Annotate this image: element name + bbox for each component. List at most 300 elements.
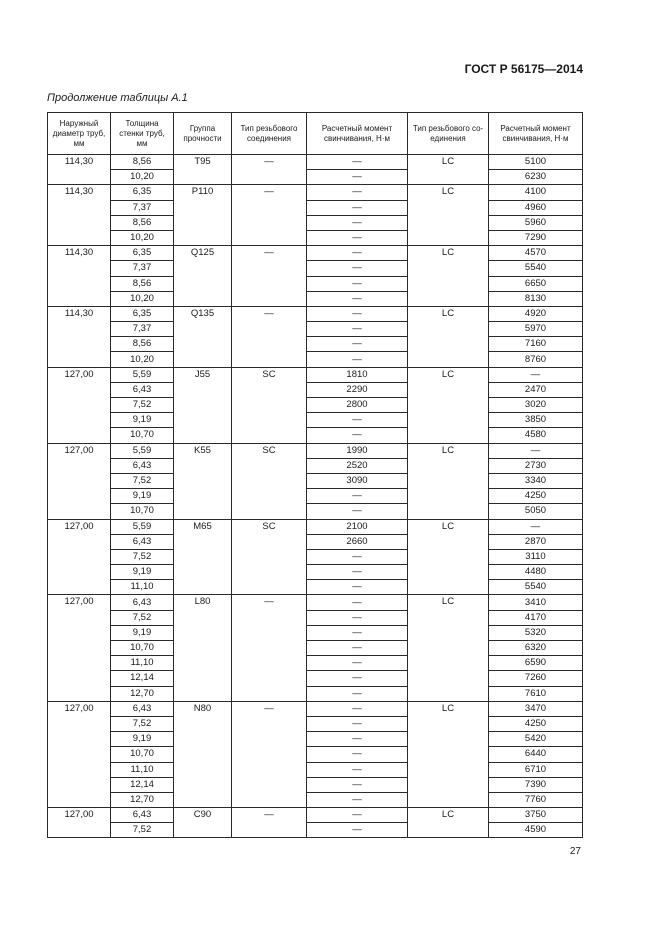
cell-makeup-torque-1: — bbox=[307, 777, 408, 792]
cell-makeup-torque-2: 4920 bbox=[489, 306, 583, 321]
table-row bbox=[48, 595, 583, 610]
cell-thread-type-1 bbox=[232, 215, 307, 230]
cell-wall-thickness: 7,52 bbox=[111, 398, 174, 413]
col-header-makeup-torque-2: Расчетный момент свинчивания, Н·м bbox=[489, 113, 583, 155]
cell-wall-thickness: 5,59 bbox=[111, 367, 174, 382]
cell-thread-type-2 bbox=[408, 230, 489, 245]
cell-thread-type-1 bbox=[232, 580, 307, 595]
cell-outer-diameter: 114,30 bbox=[48, 306, 111, 321]
cell-outer-diameter bbox=[48, 398, 111, 413]
table-row bbox=[48, 458, 583, 473]
cell-strength-grade bbox=[174, 230, 232, 245]
cell-outer-diameter: 127,00 bbox=[48, 443, 111, 458]
cell-thread-type-2 bbox=[408, 656, 489, 671]
cell-strength-grade bbox=[174, 382, 232, 397]
table-row bbox=[48, 504, 583, 519]
cell-thread-type-1 bbox=[232, 413, 307, 428]
cell-wall-thickness: 9,19 bbox=[111, 413, 174, 428]
table-row bbox=[48, 792, 583, 807]
cell-wall-thickness: 10,20 bbox=[111, 291, 174, 306]
cell-thread-type-2 bbox=[408, 170, 489, 185]
cell-makeup-torque-1: — bbox=[307, 610, 408, 625]
table-row bbox=[48, 367, 583, 382]
cell-makeup-torque-2: 8130 bbox=[489, 291, 583, 306]
cell-makeup-torque-1: — bbox=[307, 185, 408, 200]
cell-wall-thickness: 8,56 bbox=[111, 276, 174, 291]
cell-outer-diameter bbox=[48, 504, 111, 519]
table-row bbox=[48, 823, 583, 838]
cell-strength-grade bbox=[174, 276, 232, 291]
table-row bbox=[48, 246, 583, 261]
cell-wall-thickness: 7,52 bbox=[111, 716, 174, 731]
cell-outer-diameter bbox=[48, 762, 111, 777]
cell-thread-type-1: — bbox=[232, 808, 307, 823]
cell-makeup-torque-2: 6590 bbox=[489, 656, 583, 671]
cell-makeup-torque-2: 5050 bbox=[489, 504, 583, 519]
cell-outer-diameter bbox=[48, 792, 111, 807]
cell-wall-thickness: 10,70 bbox=[111, 428, 174, 443]
cell-thread-type-2 bbox=[408, 352, 489, 367]
cell-thread-type-1 bbox=[232, 170, 307, 185]
cell-makeup-torque-2: 2730 bbox=[489, 458, 583, 473]
cell-makeup-torque-1: — bbox=[307, 580, 408, 595]
cell-makeup-torque-2: 7760 bbox=[489, 792, 583, 807]
cell-wall-thickness: 12,14 bbox=[111, 671, 174, 686]
cell-wall-thickness: 6,43 bbox=[111, 595, 174, 610]
cell-strength-grade: J55 bbox=[174, 367, 232, 382]
cell-makeup-torque-1: — bbox=[307, 625, 408, 640]
col-header-wall-thickness: Толщина стенки труб, мм bbox=[111, 113, 174, 155]
cell-wall-thickness: 10,70 bbox=[111, 504, 174, 519]
cell-makeup-torque-1: — bbox=[307, 808, 408, 823]
cell-thread-type-2 bbox=[408, 762, 489, 777]
cell-makeup-torque-1: — bbox=[307, 428, 408, 443]
col-header-strength-grade: Группа прочности bbox=[174, 113, 232, 155]
cell-strength-grade: K55 bbox=[174, 443, 232, 458]
cell-makeup-torque-2: 5540 bbox=[489, 261, 583, 276]
cell-makeup-torque-1: — bbox=[307, 641, 408, 656]
cell-thread-type-1 bbox=[232, 261, 307, 276]
table-row bbox=[48, 306, 583, 321]
cell-wall-thickness: 10,70 bbox=[111, 641, 174, 656]
cell-thread-type-2 bbox=[408, 200, 489, 215]
cell-thread-type-1 bbox=[232, 458, 307, 473]
cell-makeup-torque-2: 6230 bbox=[489, 170, 583, 185]
cell-thread-type-2 bbox=[408, 413, 489, 428]
cell-thread-type-2 bbox=[408, 610, 489, 625]
table-row bbox=[48, 732, 583, 747]
cell-thread-type-1 bbox=[232, 382, 307, 397]
cell-makeup-torque-1: — bbox=[307, 155, 408, 170]
cell-wall-thickness: 8,56 bbox=[111, 337, 174, 352]
cell-thread-type-1 bbox=[232, 428, 307, 443]
cell-strength-grade bbox=[174, 671, 232, 686]
cell-strength-grade bbox=[174, 549, 232, 564]
cell-outer-diameter bbox=[48, 276, 111, 291]
cell-wall-thickness: 10,70 bbox=[111, 747, 174, 762]
cell-strength-grade bbox=[174, 686, 232, 701]
cell-wall-thickness: 6,43 bbox=[111, 534, 174, 549]
table-row bbox=[48, 747, 583, 762]
cell-thread-type-1 bbox=[232, 504, 307, 519]
cell-makeup-torque-2: 2870 bbox=[489, 534, 583, 549]
cell-thread-type-1 bbox=[232, 625, 307, 640]
cell-wall-thickness: 7,52 bbox=[111, 823, 174, 838]
cell-thread-type-2 bbox=[408, 322, 489, 337]
table-row bbox=[48, 473, 583, 488]
cell-makeup-torque-1: — bbox=[307, 686, 408, 701]
table-row bbox=[48, 701, 583, 716]
cell-thread-type-2: LC bbox=[408, 519, 489, 534]
cell-strength-grade bbox=[174, 428, 232, 443]
cell-makeup-torque-1: 2800 bbox=[307, 398, 408, 413]
cell-thread-type-1 bbox=[232, 337, 307, 352]
cell-thread-type-1 bbox=[232, 276, 307, 291]
cell-wall-thickness: 5,59 bbox=[111, 443, 174, 458]
cell-outer-diameter bbox=[48, 458, 111, 473]
cell-outer-diameter bbox=[48, 732, 111, 747]
cell-strength-grade bbox=[174, 200, 232, 215]
cell-makeup-torque-2: 5420 bbox=[489, 732, 583, 747]
col-header-outer-diameter: Наружный диаметр труб, мм bbox=[48, 113, 111, 155]
cell-makeup-torque-2: 3110 bbox=[489, 549, 583, 564]
cell-thread-type-2 bbox=[408, 823, 489, 838]
cell-strength-grade bbox=[174, 732, 232, 747]
cell-strength-grade: C90 bbox=[174, 808, 232, 823]
cell-outer-diameter bbox=[48, 777, 111, 792]
cell-thread-type-1 bbox=[232, 398, 307, 413]
table-row bbox=[48, 549, 583, 564]
cell-makeup-torque-2: 7290 bbox=[489, 230, 583, 245]
cell-thread-type-2 bbox=[408, 534, 489, 549]
cell-thread-type-1 bbox=[232, 291, 307, 306]
cell-makeup-torque-2: 4580 bbox=[489, 428, 583, 443]
cell-thread-type-1 bbox=[232, 641, 307, 656]
table-row bbox=[48, 716, 583, 731]
table-row bbox=[48, 534, 583, 549]
cell-thread-type-1 bbox=[232, 656, 307, 671]
cell-strength-grade: Q125 bbox=[174, 246, 232, 261]
cell-outer-diameter bbox=[48, 489, 111, 504]
cell-makeup-torque-1: — bbox=[307, 306, 408, 321]
cell-makeup-torque-2: 2470 bbox=[489, 382, 583, 397]
cell-makeup-torque-2: 6320 bbox=[489, 641, 583, 656]
cell-strength-grade bbox=[174, 291, 232, 306]
cell-thread-type-1 bbox=[232, 534, 307, 549]
cell-makeup-torque-1: — bbox=[307, 565, 408, 580]
cell-thread-type-2 bbox=[408, 747, 489, 762]
cell-thread-type-2 bbox=[408, 671, 489, 686]
cell-makeup-torque-2: 3020 bbox=[489, 398, 583, 413]
cell-thread-type-1: SC bbox=[232, 443, 307, 458]
cell-thread-type-1 bbox=[232, 747, 307, 762]
cell-outer-diameter: 114,30 bbox=[48, 246, 111, 261]
table-row bbox=[48, 155, 583, 170]
cell-outer-diameter: 127,00 bbox=[48, 519, 111, 534]
cell-makeup-torque-1: 3090 bbox=[307, 473, 408, 488]
cell-thread-type-2: LC bbox=[408, 595, 489, 610]
cell-makeup-torque-1: 2100 bbox=[307, 519, 408, 534]
table-row bbox=[48, 489, 583, 504]
cell-makeup-torque-2: 5960 bbox=[489, 215, 583, 230]
cell-makeup-torque-2: 5970 bbox=[489, 322, 583, 337]
table-row bbox=[48, 352, 583, 367]
cell-strength-grade bbox=[174, 641, 232, 656]
cell-makeup-torque-2: 3850 bbox=[489, 413, 583, 428]
cell-thread-type-2: LC bbox=[408, 246, 489, 261]
cell-makeup-torque-1: — bbox=[307, 489, 408, 504]
cell-makeup-torque-2: 4960 bbox=[489, 200, 583, 215]
cell-outer-diameter bbox=[48, 686, 111, 701]
cell-thread-type-1 bbox=[232, 716, 307, 731]
cell-thread-type-1 bbox=[232, 473, 307, 488]
cell-makeup-torque-1: — bbox=[307, 595, 408, 610]
cell-thread-type-2 bbox=[408, 428, 489, 443]
cell-outer-diameter bbox=[48, 610, 111, 625]
cell-wall-thickness: 6,43 bbox=[111, 458, 174, 473]
cell-makeup-torque-2: 7610 bbox=[489, 686, 583, 701]
cell-outer-diameter bbox=[48, 382, 111, 397]
cell-wall-thickness: 6,43 bbox=[111, 701, 174, 716]
cell-outer-diameter bbox=[48, 641, 111, 656]
cell-outer-diameter: 127,00 bbox=[48, 595, 111, 610]
table-row bbox=[48, 641, 583, 656]
cell-outer-diameter bbox=[48, 170, 111, 185]
cell-thread-type-2: LC bbox=[408, 306, 489, 321]
cell-wall-thickness: 7,52 bbox=[111, 610, 174, 625]
cell-makeup-torque-1: — bbox=[307, 200, 408, 215]
cell-makeup-torque-2: 4250 bbox=[489, 716, 583, 731]
cell-thread-type-2: LC bbox=[408, 701, 489, 716]
cell-strength-grade bbox=[174, 534, 232, 549]
cell-makeup-torque-2: 4100 bbox=[489, 185, 583, 200]
cell-outer-diameter bbox=[48, 823, 111, 838]
cell-makeup-torque-2: 7160 bbox=[489, 337, 583, 352]
cell-strength-grade bbox=[174, 625, 232, 640]
cell-outer-diameter bbox=[48, 747, 111, 762]
cell-strength-grade: M65 bbox=[174, 519, 232, 534]
cell-strength-grade bbox=[174, 747, 232, 762]
cell-wall-thickness: 7,37 bbox=[111, 261, 174, 276]
cell-thread-type-2 bbox=[408, 732, 489, 747]
cell-thread-type-1: SC bbox=[232, 367, 307, 382]
cell-makeup-torque-1: — bbox=[307, 215, 408, 230]
standard-designation: ГОСТ Р 56175—2014 bbox=[464, 62, 583, 76]
cell-wall-thickness: 11,10 bbox=[111, 656, 174, 671]
table-row bbox=[48, 580, 583, 595]
cell-outer-diameter bbox=[48, 656, 111, 671]
cell-wall-thickness: 7,52 bbox=[111, 473, 174, 488]
cell-wall-thickness: 11,10 bbox=[111, 762, 174, 777]
cell-makeup-torque-1: 2660 bbox=[307, 534, 408, 549]
cell-outer-diameter bbox=[48, 716, 111, 731]
cell-thread-type-1 bbox=[232, 823, 307, 838]
cell-thread-type-2: LC bbox=[408, 367, 489, 382]
table-header-row bbox=[48, 113, 583, 155]
cell-thread-type-2 bbox=[408, 792, 489, 807]
cell-thread-type-1 bbox=[232, 322, 307, 337]
cell-thread-type-2 bbox=[408, 458, 489, 473]
cell-makeup-torque-1: — bbox=[307, 762, 408, 777]
cell-thread-type-1: SC bbox=[232, 519, 307, 534]
cell-makeup-torque-1: — bbox=[307, 823, 408, 838]
cell-strength-grade bbox=[174, 792, 232, 807]
cell-thread-type-1 bbox=[232, 792, 307, 807]
torque-table bbox=[47, 112, 583, 838]
cell-thread-type-2 bbox=[408, 215, 489, 230]
table-row bbox=[48, 443, 583, 458]
col-header-thread-type-2: Тип резьбового со-единения bbox=[408, 113, 489, 155]
table-body bbox=[48, 155, 583, 838]
cell-thread-type-2 bbox=[408, 504, 489, 519]
cell-outer-diameter bbox=[48, 625, 111, 640]
cell-makeup-torque-1: — bbox=[307, 230, 408, 245]
cell-thread-type-1 bbox=[232, 686, 307, 701]
cell-strength-grade bbox=[174, 261, 232, 276]
cell-makeup-torque-1: — bbox=[307, 701, 408, 716]
cell-outer-diameter bbox=[48, 565, 111, 580]
cell-outer-diameter bbox=[48, 352, 111, 367]
cell-outer-diameter bbox=[48, 549, 111, 564]
cell-strength-grade bbox=[174, 473, 232, 488]
cell-strength-grade bbox=[174, 398, 232, 413]
cell-thread-type-2 bbox=[408, 337, 489, 352]
cell-thread-type-2 bbox=[408, 686, 489, 701]
cell-makeup-torque-1: — bbox=[307, 747, 408, 762]
cell-makeup-torque-1: — bbox=[307, 246, 408, 261]
cell-makeup-torque-2: — bbox=[489, 519, 583, 534]
cell-makeup-torque-1: — bbox=[307, 792, 408, 807]
table-row bbox=[48, 625, 583, 640]
cell-makeup-torque-2: 5320 bbox=[489, 625, 583, 640]
cell-makeup-torque-1: — bbox=[307, 549, 408, 564]
cell-makeup-torque-1: — bbox=[307, 716, 408, 731]
cell-thread-type-2 bbox=[408, 580, 489, 595]
cell-thread-type-2: LC bbox=[408, 443, 489, 458]
cell-makeup-torque-2: 5100 bbox=[489, 155, 583, 170]
cell-strength-grade: L80 bbox=[174, 595, 232, 610]
cell-thread-type-1 bbox=[232, 732, 307, 747]
table-row bbox=[48, 291, 583, 306]
cell-outer-diameter: 127,00 bbox=[48, 367, 111, 382]
cell-wall-thickness: 6,35 bbox=[111, 246, 174, 261]
cell-thread-type-2 bbox=[408, 398, 489, 413]
cell-strength-grade bbox=[174, 337, 232, 352]
cell-thread-type-2 bbox=[408, 777, 489, 792]
cell-strength-grade bbox=[174, 504, 232, 519]
cell-thread-type-2 bbox=[408, 565, 489, 580]
cell-outer-diameter bbox=[48, 413, 111, 428]
cell-thread-type-2 bbox=[408, 549, 489, 564]
cell-thread-type-1: — bbox=[232, 306, 307, 321]
cell-wall-thickness: 10,20 bbox=[111, 352, 174, 367]
cell-strength-grade: P110 bbox=[174, 185, 232, 200]
table-row bbox=[48, 322, 583, 337]
cell-wall-thickness: 10,20 bbox=[111, 170, 174, 185]
cell-makeup-torque-2: 4170 bbox=[489, 610, 583, 625]
cell-makeup-torque-2: 7260 bbox=[489, 671, 583, 686]
cell-makeup-torque-2: — bbox=[489, 367, 583, 382]
cell-thread-type-1 bbox=[232, 565, 307, 580]
cell-makeup-torque-2: 8760 bbox=[489, 352, 583, 367]
cell-strength-grade bbox=[174, 489, 232, 504]
cell-thread-type-2: LC bbox=[408, 155, 489, 170]
cell-wall-thickness: 9,19 bbox=[111, 625, 174, 640]
cell-thread-type-2 bbox=[408, 625, 489, 640]
cell-makeup-torque-2: 3750 bbox=[489, 808, 583, 823]
table-row bbox=[48, 185, 583, 200]
cell-wall-thickness: 6,35 bbox=[111, 185, 174, 200]
cell-makeup-torque-2: 3410 bbox=[489, 595, 583, 610]
cell-makeup-torque-1: — bbox=[307, 671, 408, 686]
page-number: 27 bbox=[569, 846, 581, 857]
cell-makeup-torque-1: 2290 bbox=[307, 382, 408, 397]
cell-strength-grade: T95 bbox=[174, 155, 232, 170]
cell-strength-grade bbox=[174, 352, 232, 367]
cell-strength-grade bbox=[174, 322, 232, 337]
table-row bbox=[48, 170, 583, 185]
col-header-makeup-torque-1: Расчетный момент свинчивания, Н·м bbox=[307, 113, 408, 155]
cell-thread-type-1 bbox=[232, 549, 307, 564]
cell-outer-diameter bbox=[48, 534, 111, 549]
cell-makeup-torque-2: 3470 bbox=[489, 701, 583, 716]
cell-strength-grade: N80 bbox=[174, 701, 232, 716]
cell-strength-grade bbox=[174, 762, 232, 777]
cell-outer-diameter bbox=[48, 230, 111, 245]
cell-thread-type-1: — bbox=[232, 595, 307, 610]
cell-wall-thickness: 12,70 bbox=[111, 792, 174, 807]
cell-makeup-torque-2: 7390 bbox=[489, 777, 583, 792]
cell-strength-grade: Q135 bbox=[174, 306, 232, 321]
cell-strength-grade bbox=[174, 656, 232, 671]
cell-thread-type-1 bbox=[232, 489, 307, 504]
cell-thread-type-1: — bbox=[232, 155, 307, 170]
cell-strength-grade bbox=[174, 777, 232, 792]
table-row bbox=[48, 200, 583, 215]
table-row bbox=[48, 565, 583, 580]
cell-thread-type-2 bbox=[408, 473, 489, 488]
cell-outer-diameter bbox=[48, 215, 111, 230]
table-row bbox=[48, 398, 583, 413]
cell-outer-diameter bbox=[48, 322, 111, 337]
table-row bbox=[48, 413, 583, 428]
table-row bbox=[48, 686, 583, 701]
cell-thread-type-1 bbox=[232, 777, 307, 792]
cell-thread-type-1 bbox=[232, 200, 307, 215]
cell-makeup-torque-2: 6440 bbox=[489, 747, 583, 762]
cell-thread-type-2 bbox=[408, 382, 489, 397]
cell-makeup-torque-1: — bbox=[307, 413, 408, 428]
cell-makeup-torque-1: — bbox=[307, 656, 408, 671]
cell-outer-diameter bbox=[48, 337, 111, 352]
table-caption: Продолжение таблицы А.1 bbox=[47, 92, 188, 104]
cell-thread-type-1 bbox=[232, 610, 307, 625]
cell-makeup-torque-1: — bbox=[307, 291, 408, 306]
cell-makeup-torque-2: 4570 bbox=[489, 246, 583, 261]
cell-strength-grade bbox=[174, 610, 232, 625]
cell-makeup-torque-1: — bbox=[307, 276, 408, 291]
cell-thread-type-1: — bbox=[232, 246, 307, 261]
cell-thread-type-1 bbox=[232, 352, 307, 367]
cell-makeup-torque-2: 5540 bbox=[489, 580, 583, 595]
cell-wall-thickness: 7,37 bbox=[111, 200, 174, 215]
cell-wall-thickness: 8,56 bbox=[111, 155, 174, 170]
cell-thread-type-2 bbox=[408, 291, 489, 306]
cell-thread-type-2 bbox=[408, 276, 489, 291]
cell-wall-thickness: 11,10 bbox=[111, 580, 174, 595]
cell-outer-diameter bbox=[48, 291, 111, 306]
cell-wall-thickness: 8,56 bbox=[111, 215, 174, 230]
